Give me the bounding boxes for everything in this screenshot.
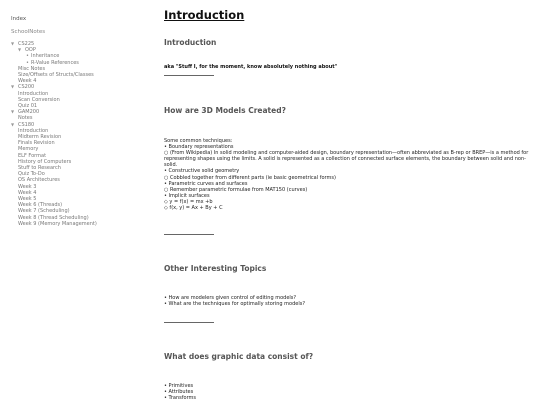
divider	[164, 75, 214, 76]
expand-arrow-icon[interactable]: ▼	[11, 41, 15, 46]
sidebar-item-label: Week 4	[18, 78, 37, 85]
text-line: ◇ f(x, y) = Ax + By + C	[164, 205, 223, 212]
sidebar-item-label: GAM200	[18, 109, 40, 116]
sidebar-item-label: CS225	[18, 41, 35, 47]
section-heading-other-topics: Other Interesting Topics	[164, 264, 267, 273]
bullet-icon: •	[26, 53, 29, 60]
sidebar-item-label: CS180	[18, 121, 35, 128]
sidebar-item-label: Week 6 (Threads)	[18, 202, 63, 209]
sidebar-item-label: Week 4	[18, 189, 37, 196]
section-heading-introduction: Introduction	[164, 38, 217, 47]
sidebar-item-label: Scan Conversion	[18, 96, 60, 103]
page-title: Introduction	[164, 8, 245, 22]
section-graphic-data-body	[164, 383, 536, 401]
sidebar-item-label: Week 9 (Memory Management)	[18, 220, 97, 227]
bullet-icon: •	[26, 59, 29, 66]
sidebar-item-label: Week 8 (Thread Scheduling)	[18, 214, 89, 221]
section-heading-graphic-data: What does graphic data consist of?	[164, 352, 314, 361]
sidebar-item-label: Introduction	[18, 127, 49, 134]
sidebar-tree	[11, 41, 97, 227]
sidebar-item-label: ELF Format	[18, 152, 47, 159]
sidebar-index-link[interactable]: Index	[11, 16, 27, 22]
expand-arrow-icon[interactable]: ▼	[11, 121, 15, 127]
sidebar-item-label: CS200	[18, 84, 35, 91]
section-3d-models-body	[164, 138, 536, 211]
text-line: • What are the techniques for optimally storing models?	[164, 301, 305, 308]
section-other-topics-body	[164, 295, 536, 307]
intro-quote: aka "Stuff I, for the moment, know absolutely nothing about"	[164, 64, 338, 70]
sidebar-item-label: Week 3	[18, 183, 37, 190]
text-line: • How are modelers given control of editing models?	[164, 295, 297, 301]
text-line: • Primitives	[164, 383, 194, 389]
divider	[164, 322, 214, 323]
sidebar-root-link[interactable]: SchoolNotes	[11, 29, 46, 35]
sidebar-item-label: History of Computers	[18, 158, 72, 165]
text-line: • Boundary representations	[164, 144, 234, 151]
sidebar-item-label: Midterm Revision	[18, 134, 62, 141]
sidebar-item-label: Misc Notes	[18, 65, 46, 72]
text-line: ○ Remember parametric formulae from MAT150 (curves)	[164, 186, 308, 193]
text-line: ○ (From Wikipedia) In solid modeling and computer-aided design, boundary representation—often abbreviated as B-rep or BREP—is a method for representing shapes using the limits. A solid is represented as a collection of connected surface elements, the boundary between solid and non-solid.	[164, 150, 529, 169]
sidebar-item-label: OOP	[25, 47, 36, 54]
text-line: • Transforms	[164, 395, 197, 402]
sidebar-item-label: Notes	[18, 115, 33, 122]
sidebar-item-label: Week 5	[18, 196, 37, 203]
sidebar-item-label: Week 7 (Scheduling)	[18, 208, 70, 215]
sidebar-item-label: Memory	[18, 146, 39, 153]
sidebar-item[interactable]	[11, 221, 97, 227]
divider	[164, 234, 214, 235]
sidebar-item-label: Quiz 01	[18, 103, 38, 110]
text-line: ◇ y = f(x) = mx +b	[164, 198, 213, 205]
text-line: • Parametric curves and surfaces	[164, 180, 248, 187]
text-line: • Constructive solid geometry	[164, 168, 240, 175]
expand-arrow-icon[interactable]: ▼	[11, 109, 15, 115]
sidebar-item-label: Stuff to Research	[18, 165, 61, 172]
text-line: • Implicit surfaces	[164, 192, 210, 199]
sidebar-item-label: Introduction	[18, 90, 49, 97]
section-heading-3d-models: How are 3D Models Created?	[164, 106, 286, 115]
text-line: Some common techniques:	[164, 138, 233, 144]
sidebar-item-label: Size/Offsets of Structs/Classes	[18, 72, 94, 79]
sidebar-item-label: Finals Revision	[18, 140, 55, 147]
expand-arrow-icon[interactable]: ▼	[18, 47, 22, 53]
sidebar	[0, 0, 150, 405]
sidebar-item-label: OS Architectures	[18, 177, 60, 184]
text-line: • Attributes	[164, 389, 194, 396]
sidebar-item-label: R-Value References	[31, 59, 79, 66]
expand-arrow-icon[interactable]: ▼	[11, 84, 15, 90]
sidebar-item-label: Quiz To-Do	[18, 171, 45, 178]
text-line: ○ Cobbled together from different parts (ie basic geometrical forms)	[164, 174, 336, 181]
sidebar-item-label: Inheritance	[31, 53, 60, 60]
